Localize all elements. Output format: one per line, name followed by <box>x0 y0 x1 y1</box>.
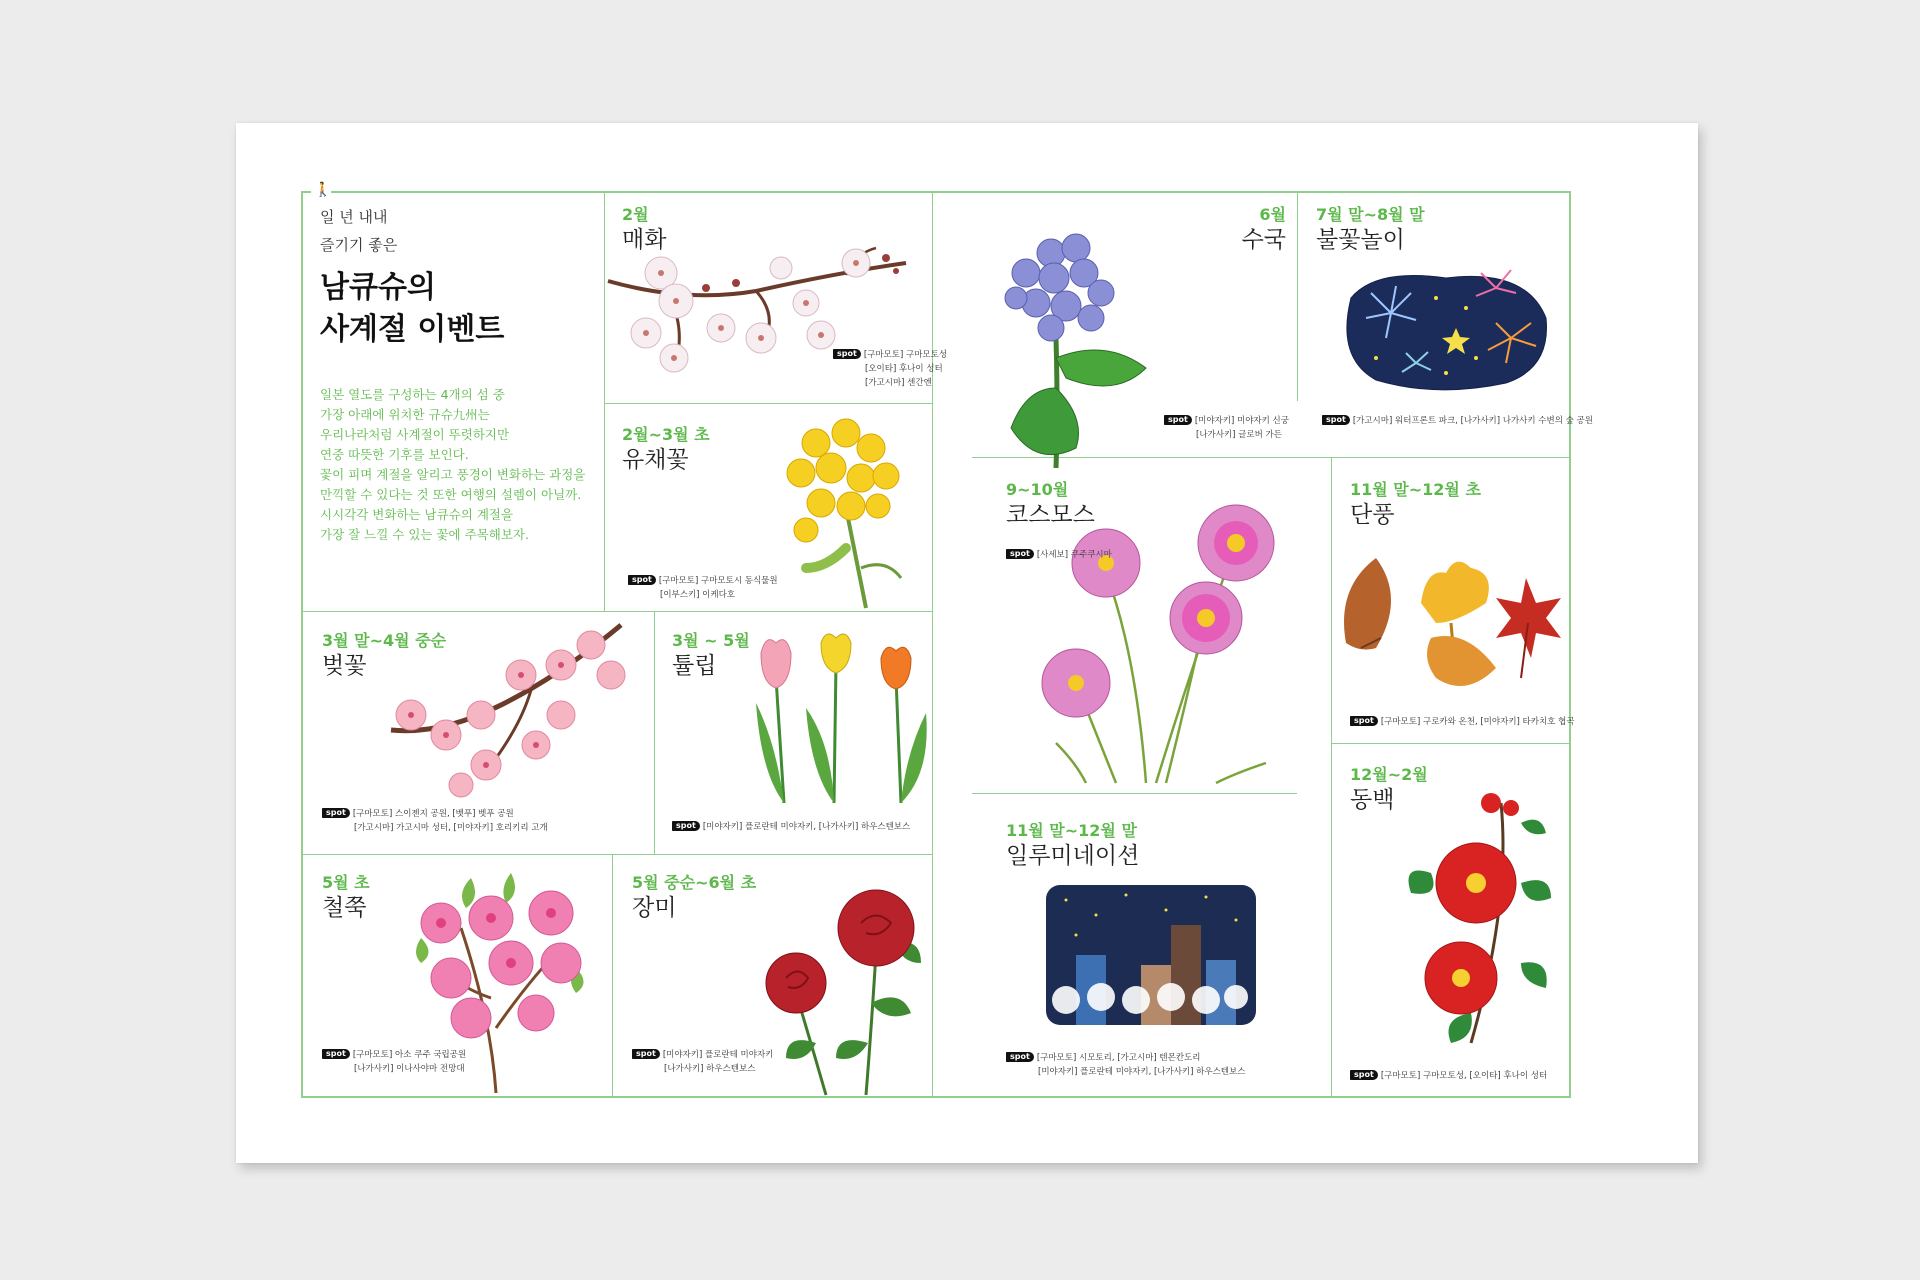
event-spot <box>1006 1051 1245 1079</box>
event-spot <box>1350 1069 1547 1083</box>
spot-line: [구마모토] 스이젠지 공원, [벳푸] 벳푸 공원 <box>352 809 514 819</box>
event-spot <box>1164 414 1289 442</box>
spot-tag: spot <box>1350 716 1378 726</box>
spot-line: [미야자키] 플로란테 미야자키, [나가사키] 하우스텐보스 <box>1038 1067 1246 1077</box>
event-title: 수국 <box>1241 227 1286 253</box>
frame-top <box>331 191 1571 193</box>
intro-kicker-1: 일 년 내내 <box>320 208 388 226</box>
event-period: 5월 초 <box>322 873 370 892</box>
divider <box>1331 457 1332 1097</box>
intro-body <box>320 385 585 545</box>
spot-tag: spot <box>1164 415 1192 425</box>
event-yuchae <box>622 425 710 475</box>
event-title: 튤립 <box>672 653 717 679</box>
frame-right <box>1569 191 1571 1098</box>
fireworks-illustration <box>1336 258 1556 398</box>
divider <box>972 793 1297 794</box>
illumination-illustration <box>1046 885 1256 1025</box>
event-fireworks <box>1316 205 1425 255</box>
divider <box>1297 191 1298 401</box>
spot-line: [나가사키] 이나사야마 전망대 <box>354 1064 465 1074</box>
event-spot <box>1006 548 1112 562</box>
divider <box>604 191 605 611</box>
divider <box>1331 743 1571 744</box>
spot-line: [가고시마] 워터프론트 파크, [나가사키] 나가사키 수변의 숲 공원 <box>1352 416 1593 426</box>
cosmos-illustration <box>1036 503 1296 793</box>
event-title: 유채꽃 <box>622 447 689 473</box>
spot-line: [미야자키] 플로란테 미야자키, [나가사키] 하우스텐보스 <box>702 822 911 832</box>
event-spot <box>1350 715 1575 729</box>
intro-title-1: 남큐슈의 <box>320 270 436 305</box>
event-title: 매화 <box>622 227 667 253</box>
spot-line: [사세보] 쿠주쿠시마 <box>1036 550 1112 560</box>
spot-tag: spot <box>1006 549 1034 559</box>
spot-tag: spot <box>322 1049 350 1059</box>
event-title: 철쭉 <box>322 895 367 921</box>
spot-line: [구마모토] 구로카와 온천, [미야자키] 타카치호 협곡 <box>1380 717 1575 727</box>
event-period: 11월 말~12월 말 <box>1006 821 1137 840</box>
event-spot <box>1322 414 1593 428</box>
spot-line: [구마모토] 구마모토시 동식물원 <box>658 576 778 586</box>
spot-tag: spot <box>1006 1052 1034 1062</box>
event-period: 2월~3월 초 <box>622 425 710 444</box>
hydrangea-illustration <box>996 228 1166 468</box>
spot-line: [오이타] 후나이 성터 <box>865 364 943 374</box>
event-period: 3월 말~4월 중순 <box>322 631 447 650</box>
intro-kicker-2: 즐기기 좋은 <box>320 236 398 254</box>
spot-line: [미야자키] 플로란테 미야자키 <box>662 1050 774 1060</box>
event-title: 불꽃놀이 <box>1316 227 1405 253</box>
intro-body-line: 꽃이 피며 계절을 알리고 풍경이 변화하는 과정을 <box>320 467 586 482</box>
event-title: 장미 <box>632 895 677 921</box>
spot-line: [구마모토] 구마모토성, [오이타] 후나이 성터 <box>1380 1071 1548 1081</box>
spot-line: [가고시마] 센간엔 <box>865 378 932 388</box>
intro-body-line: 우리나라처럼 사계절이 뚜렷하지만 <box>320 427 510 442</box>
spot-tag: spot <box>1350 1070 1378 1080</box>
intro-body-line: 시시각각 변화하는 남큐슈의 계절을 <box>320 507 514 522</box>
event-period: 9~10월 <box>1006 480 1069 499</box>
event-spot <box>322 807 548 835</box>
camellia-illustration <box>1401 783 1561 1053</box>
event-spot <box>672 820 910 834</box>
event-period: 3월 ~ 5월 <box>672 631 750 650</box>
intro-body-line: 연중 따뜻한 기후를 보인다. <box>320 447 469 462</box>
event-title: 벚꽃 <box>322 653 367 679</box>
intro-title-2: 사계절 이벤트 <box>320 312 505 347</box>
event-period: 2월 <box>622 205 649 224</box>
spot-line: [구마모토] 구마모토성 <box>863 350 948 360</box>
spot-line: [나가사키] 글로버 가든 <box>1196 430 1282 440</box>
divider <box>604 403 932 404</box>
event-title: 일루미네이션 <box>1006 843 1140 869</box>
event-spot <box>322 1048 466 1076</box>
event-period: 7월 말~8월 말 <box>1316 205 1425 224</box>
spot-tag: spot <box>628 575 656 585</box>
spot-line: [이부스키] 이케다호 <box>660 590 736 600</box>
rose-illustration <box>756 883 936 1095</box>
intro-body-line: 가장 아래에 위치한 규슈九州는 <box>320 407 490 422</box>
event-cheoljjuk <box>322 873 370 923</box>
event-danpung <box>1350 480 1481 530</box>
divider <box>612 854 613 1097</box>
event-jangmi <box>632 873 756 923</box>
event-suguk <box>1196 205 1286 255</box>
spot-line: [구마모토] 시모토리, [가고시마] 텐몬칸도리 <box>1036 1053 1201 1063</box>
frame-left <box>301 191 303 1098</box>
event-period: 5월 중순~6월 초 <box>632 873 757 892</box>
spot-line: [나가사키] 하우스텐보스 <box>664 1064 756 1074</box>
spot-tag: spot <box>833 349 861 359</box>
event-tulip <box>672 631 750 681</box>
intro-body-line: 만끽할 수 있다는 것 또한 여행의 설렘이 아닐까. <box>320 487 582 502</box>
magazine-page <box>236 123 1698 1163</box>
event-period: 6월 <box>1259 205 1286 224</box>
divider <box>301 611 932 612</box>
event-period: 12월~2월 <box>1350 765 1428 784</box>
event-title: 동백 <box>1350 787 1395 813</box>
event-spot <box>833 348 947 390</box>
event-spot <box>632 1048 773 1076</box>
tulip-illustration <box>746 633 936 808</box>
intro-body-line: 가장 잘 느낄 수 있는 꽃에 주목해보자. <box>320 527 529 542</box>
spot-line: [가고시마] 가고시마 성터, [미야자키] 호리키리 고개 <box>354 823 548 833</box>
spot-tag: spot <box>632 1049 660 1059</box>
cherry-blossom-illustration <box>381 615 651 800</box>
event-spot <box>628 574 778 602</box>
spot-line: [미야자키] 미야자키 신궁 <box>1194 416 1289 426</box>
spot-tag: spot <box>1322 415 1350 425</box>
event-title: 단풍 <box>1350 502 1395 528</box>
event-title: 코스모스 <box>1006 502 1095 528</box>
rapeseed-flower-illustration <box>766 418 916 608</box>
divider <box>301 854 932 855</box>
event-period: 11월 말~12월 초 <box>1350 480 1481 499</box>
divider <box>654 611 655 854</box>
intro-body-line: 일본 열도를 구성하는 4개의 섬 중 <box>320 387 505 402</box>
walking-person-icon: 🚶 <box>314 182 332 198</box>
spot-tag: spot <box>672 821 700 831</box>
spot-line: [구마모토] 아소 쿠주 국립공원 <box>352 1050 467 1060</box>
frame-bottom <box>301 1096 1571 1098</box>
autumn-leaves-illustration <box>1336 548 1566 698</box>
spot-tag: spot <box>322 808 350 818</box>
event-illumination <box>1006 821 1139 871</box>
